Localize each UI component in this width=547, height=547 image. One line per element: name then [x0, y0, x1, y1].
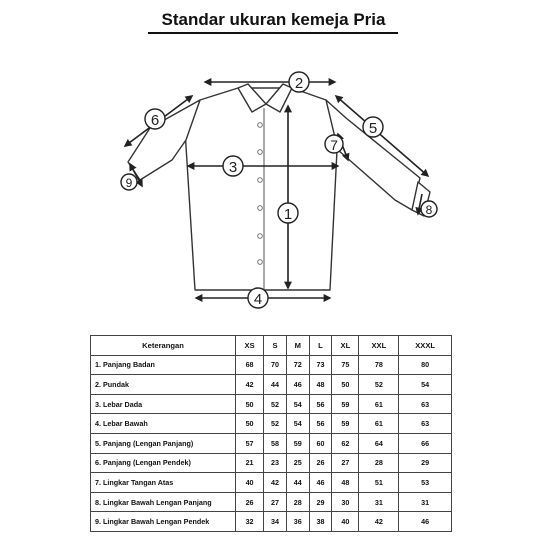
table-cell: 59: [286, 433, 309, 453]
table-cell: 48: [332, 473, 359, 493]
marker-4: [248, 288, 268, 308]
row-label: 2. Pundak: [91, 375, 236, 395]
marker-7: [325, 135, 343, 153]
table-cell: 29: [399, 453, 452, 473]
table-cell: 54: [286, 394, 309, 414]
table-cell: 72: [286, 355, 309, 375]
shirt-outline: [125, 84, 430, 290]
table-cell: 57: [236, 433, 264, 453]
table-cell: 62: [332, 433, 359, 453]
marker-8: [421, 201, 437, 217]
table-cell: 63: [399, 394, 452, 414]
svg-text:9: 9: [125, 176, 133, 190]
svg-text:3: 3: [228, 159, 238, 176]
table-cell: 66: [399, 433, 452, 453]
table-cell: 38: [309, 512, 332, 532]
table-cell: 51: [359, 473, 399, 493]
svg-text:6: 6: [150, 112, 160, 129]
table-cell: 46: [309, 473, 332, 493]
table-cell: 32: [236, 512, 264, 532]
size-table: [90, 335, 452, 532]
table-cell: 70: [264, 355, 287, 375]
table-row: [91, 414, 452, 434]
table-row: [91, 473, 452, 493]
table-cell: 64: [359, 433, 399, 453]
row-label: 3. Lebar Dada: [91, 394, 236, 414]
marker-3: [223, 156, 243, 176]
table-body: [91, 355, 452, 531]
marker-9: [121, 174, 137, 190]
table-cell: 54: [286, 414, 309, 434]
header-s: S: [264, 336, 287, 356]
svg-text:5: 5: [368, 120, 378, 137]
table-cell: 50: [236, 394, 264, 414]
table-cell: 60: [309, 433, 332, 453]
header-xxxl: XXXL: [399, 336, 452, 356]
table-cell: 28: [286, 492, 309, 512]
row-label: 9. Lingkar Bawah Lengan Pendek: [91, 512, 236, 532]
table-cell: 26: [236, 492, 264, 512]
table-cell: 54: [399, 375, 452, 395]
table-cell: 48: [309, 375, 332, 395]
table-cell: 25: [286, 453, 309, 473]
table-row: [91, 433, 452, 453]
svg-text:7: 7: [330, 137, 338, 153]
header-l: L: [309, 336, 332, 356]
table-cell: 59: [332, 394, 359, 414]
marker-2: [289, 72, 309, 92]
table-cell: 26: [309, 453, 332, 473]
header-keterangan: Keterangan: [91, 336, 236, 356]
table-cell: 40: [332, 512, 359, 532]
row-label: 7. Lingkar Tangan Atas: [91, 473, 236, 493]
table-cell: 28: [359, 453, 399, 473]
marker-6: [145, 109, 165, 129]
page-title: Standar ukuran kemeja Pria: [161, 10, 386, 29]
header-m: M: [286, 336, 309, 356]
table-cell: 46: [399, 512, 452, 532]
table-cell: 63: [399, 414, 452, 434]
table-row: [91, 453, 452, 473]
table-cell: 61: [359, 414, 399, 434]
header-xxl: XXL: [359, 336, 399, 356]
svg-text:4: 4: [253, 291, 263, 308]
table-cell: 23: [264, 453, 287, 473]
table-cell: 56: [309, 394, 332, 414]
table-cell: 44: [264, 375, 287, 395]
header-xl: XL: [332, 336, 359, 356]
table-cell: 42: [359, 512, 399, 532]
table-cell: 42: [264, 473, 287, 493]
table-cell: 53: [399, 473, 452, 493]
table-row: [91, 355, 452, 375]
row-label: 4. Lebar Bawah: [91, 414, 236, 434]
table-row: [91, 512, 452, 532]
row-label: 8. Lingkar Bawah Lengan Panjang: [91, 492, 236, 512]
table-cell: 27: [264, 492, 287, 512]
table-row: [91, 375, 452, 395]
table-cell: 56: [309, 414, 332, 434]
table-cell: 50: [332, 375, 359, 395]
table-cell: 36: [286, 512, 309, 532]
svg-text:2: 2: [294, 75, 304, 92]
table-cell: 50: [236, 414, 264, 434]
table-cell: 34: [264, 512, 287, 532]
table-cell: 44: [286, 473, 309, 493]
marker-5: [363, 117, 383, 137]
row-label: 5. Panjang (Lengan Panjang): [91, 433, 236, 453]
table-cell: 73: [309, 355, 332, 375]
table-row: [91, 394, 452, 414]
marker-1: [278, 203, 298, 223]
row-label: 6. Panjang (Lengan Pendek): [91, 453, 236, 473]
table-header-row: [91, 336, 452, 356]
table-cell: 59: [332, 414, 359, 434]
table-cell: 46: [286, 375, 309, 395]
table-cell: 75: [332, 355, 359, 375]
table-cell: 27: [332, 453, 359, 473]
table-cell: 21: [236, 453, 264, 473]
table-cell: 29: [309, 492, 332, 512]
table-cell: 30: [332, 492, 359, 512]
table-cell: 68: [236, 355, 264, 375]
table-cell: 52: [264, 414, 287, 434]
table-cell: 58: [264, 433, 287, 453]
table-cell: 31: [399, 492, 452, 512]
table-cell: 42: [236, 375, 264, 395]
header-xs: XS: [236, 336, 264, 356]
table-cell: 52: [359, 375, 399, 395]
svg-text:1: 1: [283, 206, 293, 223]
table-cell: 52: [264, 394, 287, 414]
svg-text:8: 8: [425, 203, 433, 217]
table-cell: 78: [359, 355, 399, 375]
table-cell: 80: [399, 355, 452, 375]
table-cell: 40: [236, 473, 264, 493]
table-cell: 31: [359, 492, 399, 512]
table-cell: 61: [359, 394, 399, 414]
table-row: [91, 492, 452, 512]
row-label: 1. Panjang Badan: [91, 355, 236, 375]
